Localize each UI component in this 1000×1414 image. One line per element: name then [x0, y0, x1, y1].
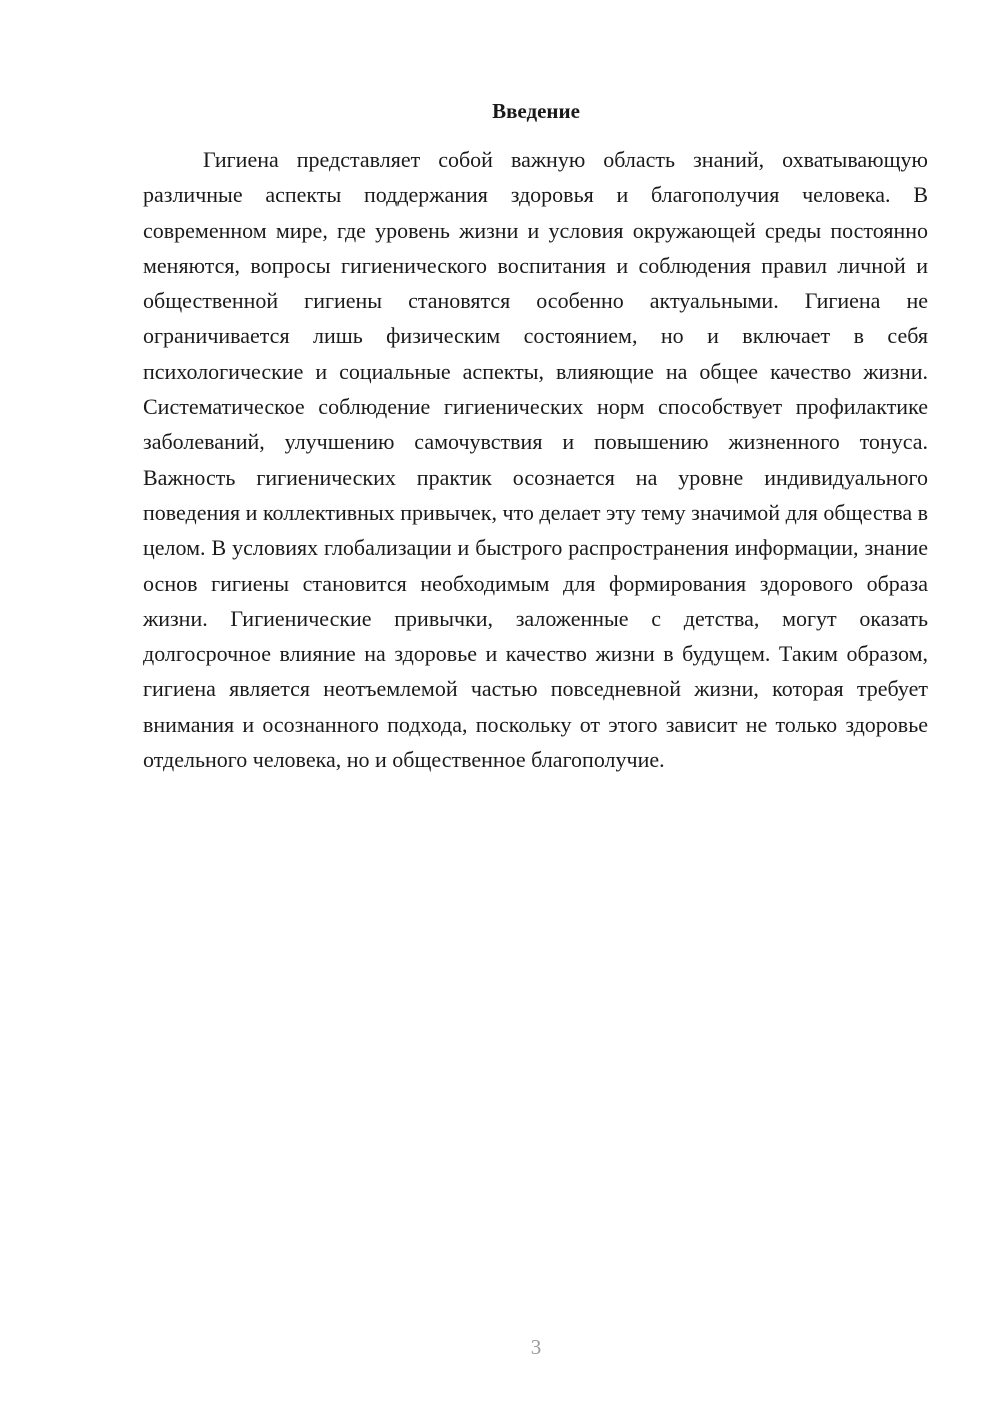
- page-number: 3: [530, 1335, 542, 1359]
- intro-paragraph: Гигиена представляет собой важную область знаний, охватывающую различные аспекты поддержания здоровья и благополучия человека. В современном мире, где уровень жизни и условия окружающей среды постоянно меняются, вопросы гигиенического воспитания и соблюдения правил личной и общественной гигиены становятся особенно актуальными. Гигиена не ограничивается лишь физическим состоянием, но и включает в себя психологические и социальные аспекты, влияющие на общее качество жизни. Систематическое соблюдение гигиенических норм способствует профилактике заболеваний, улучшению самочувствия и повышению жизненного тонуса. Важность гигиенических практик осознается на уровне индивидуального поведения и коллективных привычек, что делает эту тему значимой для общества в целом. В условиях глобализации и быстрого распространения информации, знание основ гигиены становится необходимым для формирования здорового образа жизни. Гигиенические привычки, заложенные с детства, могут оказать долгосрочное влияние на здоровье и качество жизни в будущем. Таким образом, гигиена является неотъемлемой частью повседневной жизни, которая требует внимания и осознанного подхода, поскольку от этого зависит не только здоровье отдельного человека, но и общественное благополучие.: [143, 147, 928, 773]
- section-heading: Введение: [492, 99, 580, 123]
